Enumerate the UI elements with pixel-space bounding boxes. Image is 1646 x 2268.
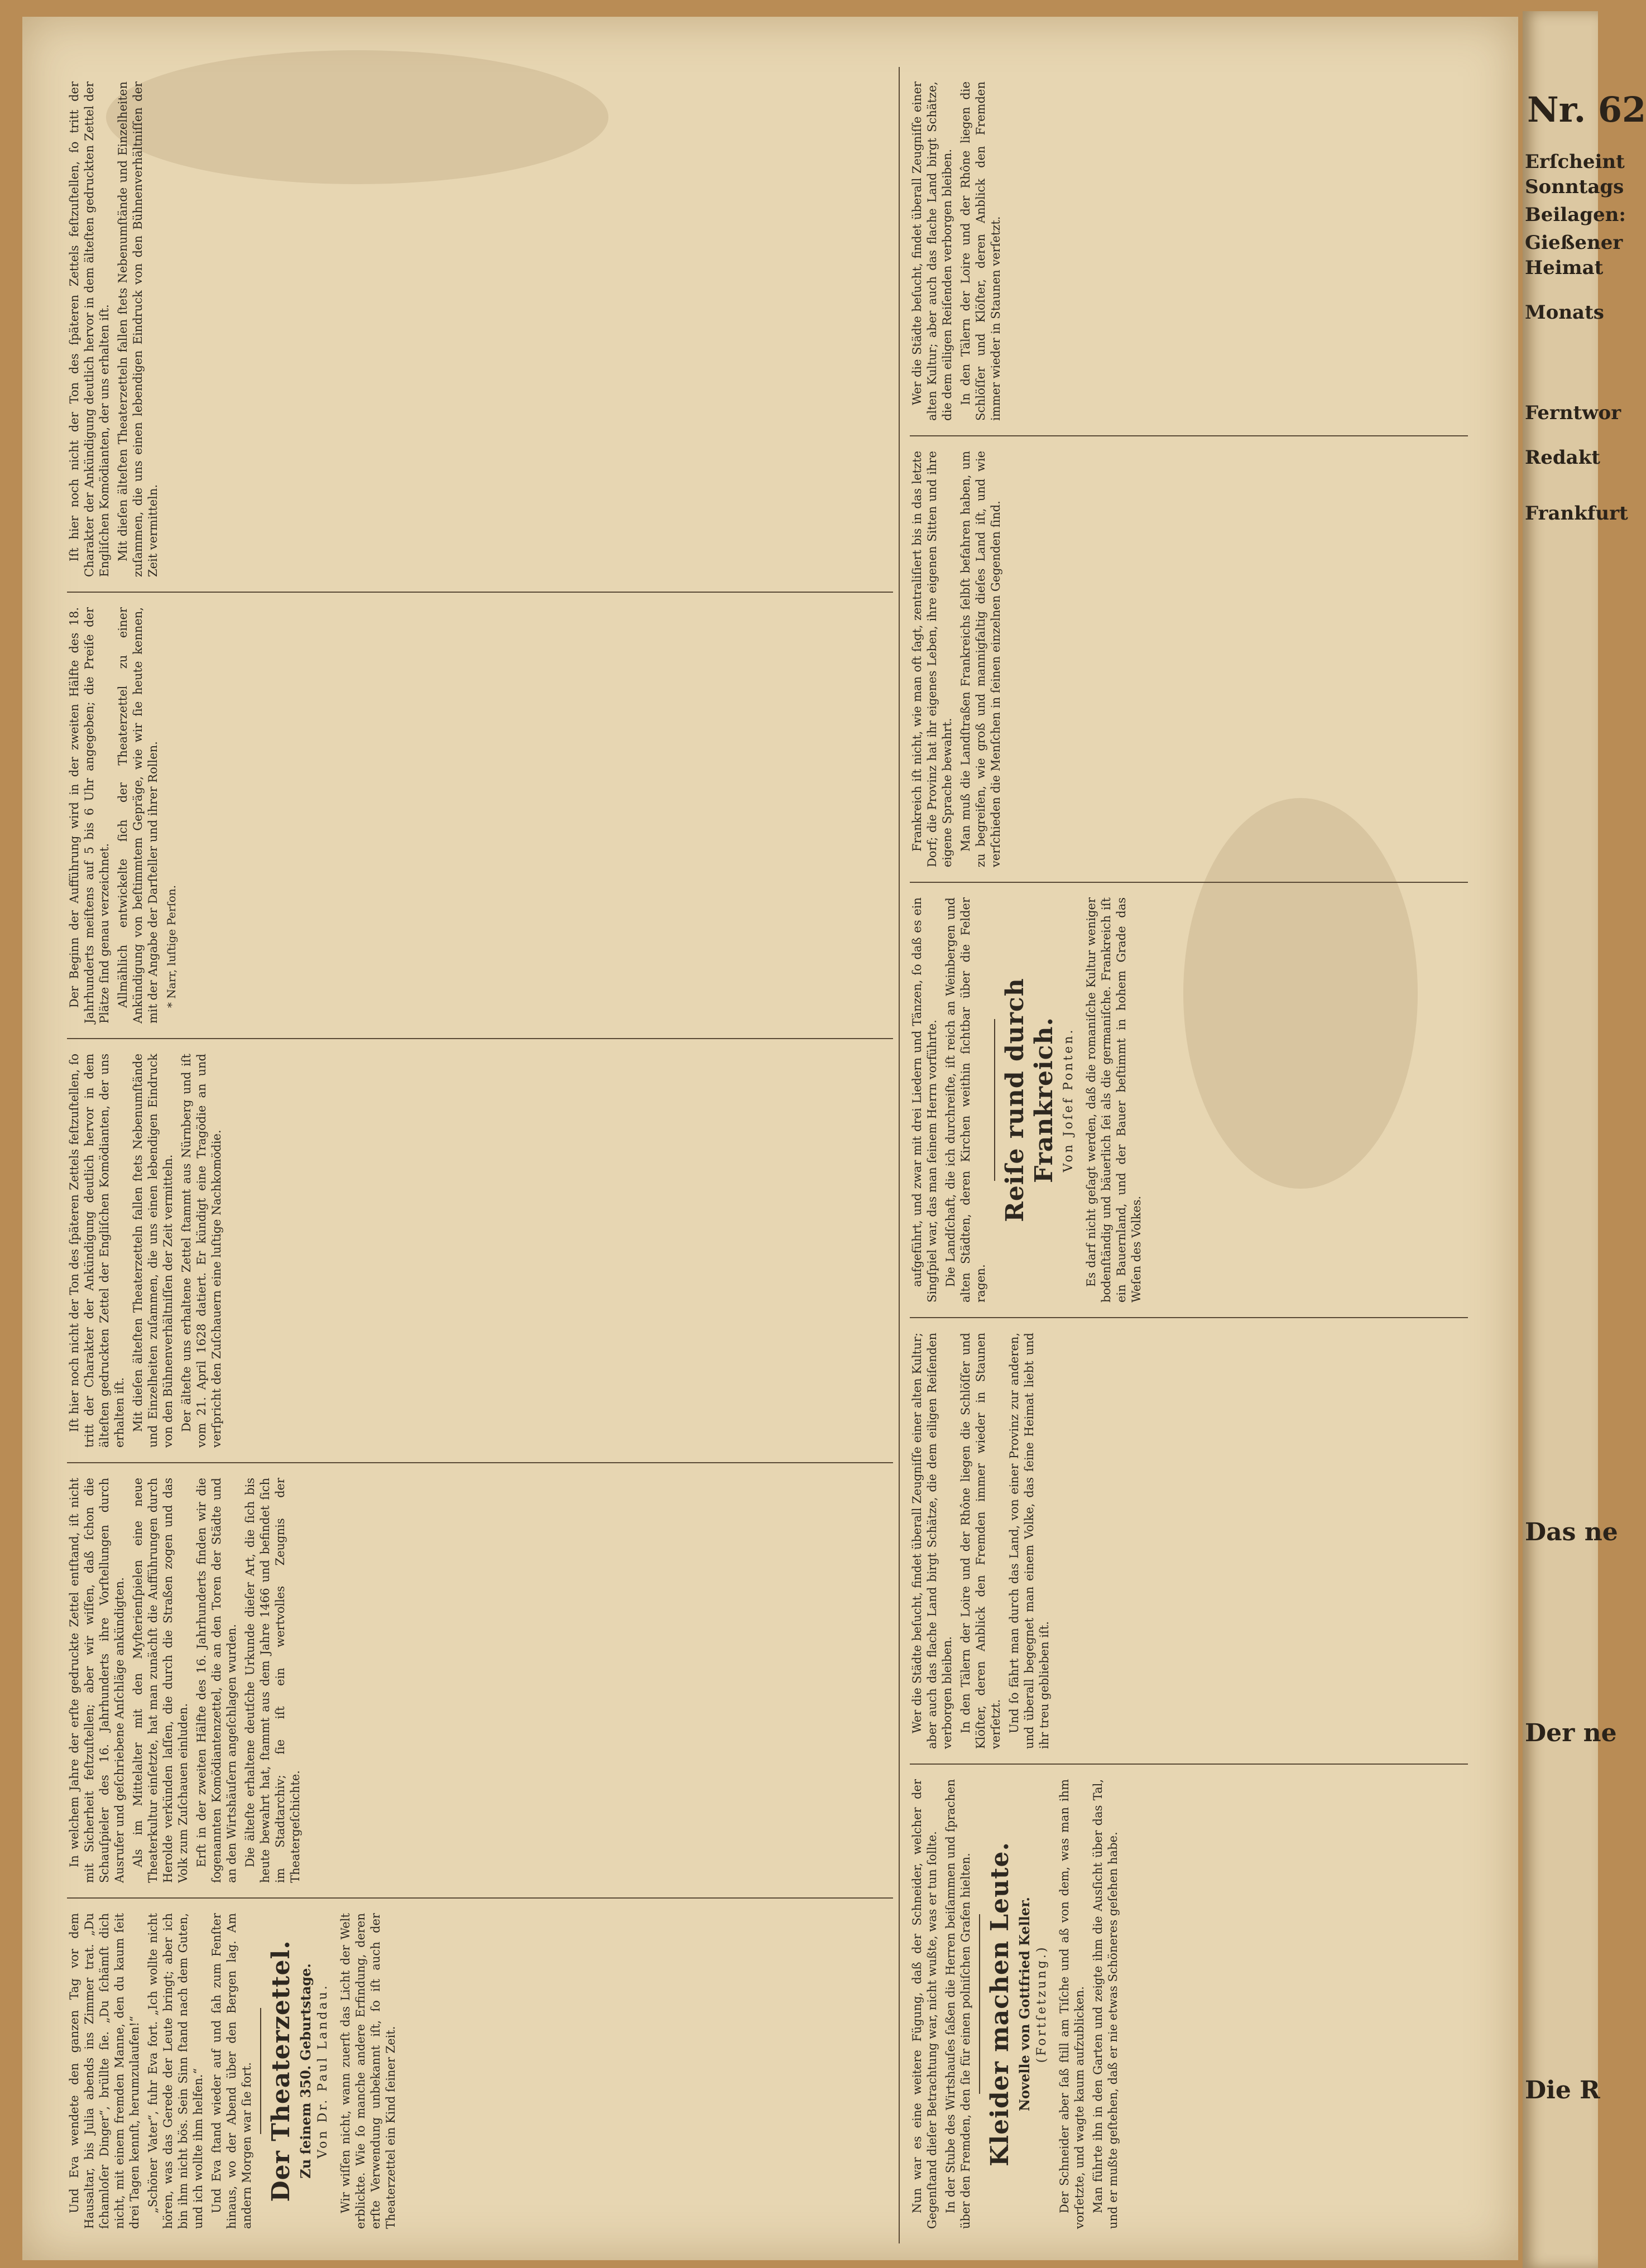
article-column xyxy=(67,1897,893,2243)
paragraph: Der Beginn der Aufführung wird in der zweiten Hälfte des 18. Jahrhunderts meiſtens auf 5 bis 6 Uhr angegeben; die Preiſe der Plätze ſind genau verzeichnet. xyxy=(68,607,111,1024)
lower-strip xyxy=(910,67,1468,2243)
article-column xyxy=(910,67,1468,435)
paragraph: Als im Mittelalter mit den Myſterienſpielen eine neue Theaterkultur einſetzte, hat man zunächſt die Aufführungen durch Herolde verkünden laſſen, die durch die Straßen zogen und das Volk zum Zuſchauen einluden. xyxy=(131,1478,190,1883)
section-divider xyxy=(899,67,900,2243)
next-page-side-text: Redakt xyxy=(1525,446,1600,469)
next-page-side-text: Frankfurt xyxy=(1525,502,1628,525)
paragraph: Man führte ihn in den Garten und zeigte ihm die Ausſicht über das Tal, und er mußte geſtehen, daß er nie etwas Schöneres geſehen habe. xyxy=(1091,1779,1120,2229)
article-column xyxy=(67,592,893,1038)
paragraph: Die Landſchaft, die ich durchreiſte, iſt reich an Weinbergen und alten Städten, deren Kirchen weithin ſichtbar über die Felder ragen. xyxy=(944,897,987,1303)
paragraph: Und ſo fährt man durch das Land, von einer Provinz zur anderen, und überall begegnet man einem Volke, das ſeine Heimat liebt und ihr treu geblieben iſt. xyxy=(1007,1333,1051,1749)
paragraph: In welchem Jahre der erſte gedruckte Zettel entſtand, iſt nicht mit Sicherheit feſtzuſtellen; aber wir wiſſen, daß ſchon die Schauſpieler des 16. Jahrhunderts ihre Vorſtellungen durch Ausrufer und geſchriebene Anſchläge ankündigten. xyxy=(68,1478,126,1883)
divider xyxy=(260,2008,261,2134)
paragraph: aufgeführt, und zwar mit drei Liedern und Tänzen, ſo daß es ein Singſpiel war, das man ſeinem Herrn vorführte. xyxy=(910,897,939,1303)
article-note: (Fortſetzung.) xyxy=(1035,1945,1049,2063)
paragraph: Man muß die Landſtraßen Frankreichs ſelbſt befahren haben, um zu begreifen, wie groß und mannigfaltig dieſes Land iſt, und wie verſchieden die Menſchen in ſeinen einzelnen Gegenden ſind. xyxy=(959,451,1002,867)
article-column xyxy=(67,1038,893,1462)
paragraph: Wer die Städte beſucht, findet überall Zeugniſſe einer alten Kultur; aber auch das flache Land birgt Schätze, die dem eiligen Reiſenden verborgen bleiben. xyxy=(910,1333,954,1749)
paragraph: Und Eva wendete den ganzen Tag vor dem Hausaltar, bis Julia abends ins Zimmer trat. „Du ſchamloſer Dinger“, brüllte ſie. „Du ſchämſt dich nicht, mit einem fremden Manne, den du kaum ſeit drei Tagen kennſt, herumzulaufen!“ xyxy=(68,1913,141,2229)
article-column xyxy=(910,882,1468,1317)
divider xyxy=(994,1019,995,1181)
paragraph: Frankreich iſt nicht, wie man oft ſagt, zentraliſiert bis in das letzte Dorf; die Provinz hat ihr eigenes Leben, ihre eigenen Sitten und ihre eigene Sprache bewahrt. xyxy=(910,451,954,867)
paragraph: Es darf nicht geſagt werden, daß die romaniſche Kultur weniger bodenſtändig und bäuerlich ſei als die germaniſche. Frankreich iſt ein Bauernland, und der Bauer beſtimmt in hohem Grade das Weſen des Volkes. xyxy=(1084,897,1143,1303)
next-page-side-text: Monats xyxy=(1525,301,1604,324)
article-column xyxy=(910,435,1468,882)
paragraph: In den Tälern der Loire und der Rhône liegen die Schlöſſer und Klöſter, deren Anblick den Fremden immer wieder in Staunen verſetzt. xyxy=(959,1333,1002,1749)
article-column xyxy=(910,1764,1468,2243)
adjacent-page-edge xyxy=(1523,11,1646,2268)
footnote: * Narr, luſtige Perſon. xyxy=(165,885,178,1008)
next-page-side-text: Heimat xyxy=(1525,257,1604,279)
article-subtitle: Novelle von Gottfried Keller. xyxy=(1016,1897,1033,2111)
paragraph: Iſt hier noch nicht der Ton des ſpäteren Zettels feſtzuſtellen, ſo tritt der Charakter der Ankündigung deutlich hervor in dem älteſten gedruckten Zettel der Engliſchen Komödianten, der uns erhalten iſt. xyxy=(68,81,111,577)
next-page-side-text: Sonntags xyxy=(1525,176,1624,198)
paragraph: Iſt hier noch nicht der Ton des ſpäteren Zettels feſtzuſtellen, ſo tritt der Charakter der Ankündigung deutlich hervor in dem älteſten gedruckten Zettel der Engliſchen Komödianten, der uns erhalten iſt. xyxy=(68,1054,126,1448)
next-page-side-text: Erſcheint xyxy=(1525,151,1625,173)
article-subtitle: Zu ſeinem 350. Geburtstage. xyxy=(297,1963,314,2179)
next-page-headline: Die R xyxy=(1525,2076,1600,2104)
paragraph: Wir wiſſen nicht, wann zuerſt das Licht der Welt erblickte. Wie ſo manche andere Erfindung, deren erſte Verwendung unbekannt iſt, ſo iſt auch der Theaterzettel ein Kind ſeiner Zeit. xyxy=(339,1913,397,2229)
article-column xyxy=(910,1317,1468,1764)
paragraph: Und Eva ſtand wieder auf und ſah zum Fenſter hinaus, wo der Abend über den Bergen lag. Am andern Morgen war ſie fort. xyxy=(210,1913,253,2229)
next-page-side-text: Gießener xyxy=(1525,232,1623,254)
paragraph: Der Schneider aber ſaß ſtill am Tiſche und aß von dem, was man ihm vorſetzte, und wagte kaum aufzublicken. xyxy=(1058,1779,1086,2229)
article-title: Der Theaterzettel. xyxy=(267,1940,295,2202)
next-page-headline: Das ne xyxy=(1525,1518,1618,1546)
divider xyxy=(979,1914,980,2094)
paragraph: Die älteſte erhaltene deutſche Urkunde dieſer Art, die ſich bis heute bewahrt hat, ſtammt aus dem Jahre 1466 und befindet ſich im Stadtarchiv; ſie iſt ein wertvolles Zeugnis der Theatergeſchichte. xyxy=(243,1478,302,1883)
upper-strip xyxy=(67,67,893,2243)
article-column xyxy=(67,1462,893,1897)
paragraph: „Schöner Vater“, fuhr Eva fort. „Ich wollte nicht hören, was das Gerede der Leute bringt; aber ich bin ihm nicht bös. Sein Sinn ſtand nach dem Guten, und ich wollte ihm helfen.“ xyxy=(146,1913,205,2229)
article-byline: Von Dr. Paul Landau. xyxy=(316,1983,330,2159)
article-column xyxy=(67,67,893,592)
paragraph: In den Tälern der Loire und der Rhône liegen die Schlöſſer und Klöſter, deren Anblick den Fremden immer wieder in Staunen verſetzt. xyxy=(959,81,1002,421)
next-page-side-text: Ferntwor xyxy=(1525,402,1621,424)
next-page-headline: Der ne xyxy=(1525,1719,1617,1747)
paragraph: Mit dieſen älteſten Theaterzetteln fallen ſtets Nebenumſtände und Einzelheiten zuſammen, die uns einen lebendigen Eindruck von den Bühnenverhältniſſen der Zeit vermitteln. xyxy=(131,1054,175,1448)
paragraph: Der älteſte uns erhaltene Zettel ſtammt aus Nürnberg und iſt vom 21. April 1628 datiert. Er kündigt eine Tragödie an und verſpricht den Zuſchauern eine luſtige Nachkomödie. xyxy=(180,1054,223,1448)
next-page-number: Nr. 62 xyxy=(1527,89,1646,130)
paragraph: Nun war es eine weitere Fügung, daß der Schneider, welcher der Gegenſtand dieſer Betrachtung war, nicht wußte, was er tun ſollte. xyxy=(910,1779,939,2229)
paragraph: Erſt in der zweiten Hälfte des 16. Jahrhunderts finden wir die ſogenannten Komödiantenzettel, die an den Toren der Städte und an den Wirtshäuſern angeſchlagen wurden. xyxy=(195,1478,238,1883)
next-page-side-text: Beilagen: xyxy=(1525,204,1626,226)
article-byline: Von Joſef Ponten. xyxy=(1062,1027,1076,1173)
article-title: Kleider machen Leute. xyxy=(986,1842,1014,2166)
paragraph: In der Stube des Wirtshauſes ſaßen die Herren beiſammen und ſprachen über den Fremden, den ſie für einen polniſchen Grafen hielten. xyxy=(944,1779,972,2229)
paragraph: Mit dieſen älteſten Theaterzetteln fallen ſtets Nebenumſtände und Einzelheiten zuſammen, die uns einen lebendigen Eindruck von den Bühnenverhältniſſen der Zeit vermitteln. xyxy=(116,81,160,577)
article-title: Reiſe rund durch Frankreich. xyxy=(1001,978,1058,1222)
rotated-newspaper-page xyxy=(67,67,1474,2243)
paragraph: Wer die Städte beſucht, findet überall Zeugniſſe einer alten Kultur; aber auch das flache Land birgt Schätze, die dem eiligen Reiſenden verborgen bleiben. xyxy=(910,81,954,421)
paragraph: Allmählich entwickelte ſich der Theaterzettel zu einer Ankündigung von beſtimmtem Gepräge, wie wir ſie heute kennen, mit der Angabe der Darſteller und ihrer Rollen. xyxy=(116,607,160,1024)
